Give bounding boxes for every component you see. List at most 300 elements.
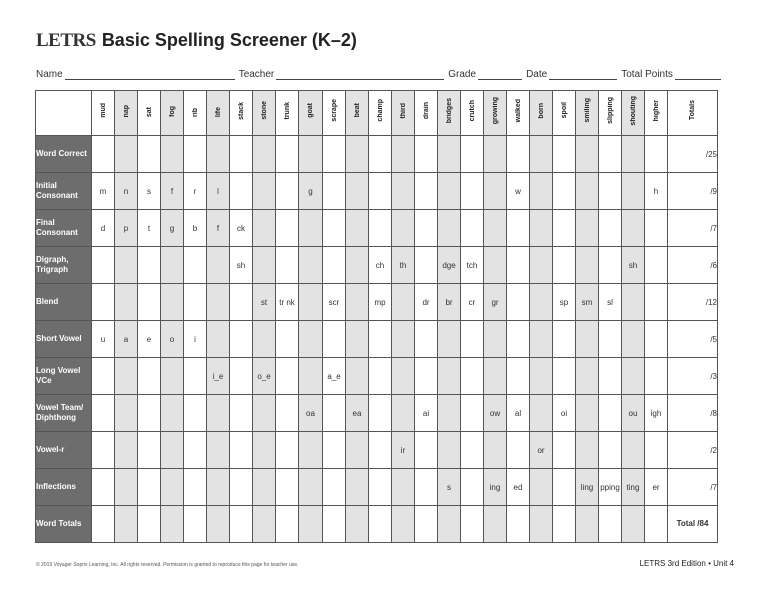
score-cell[interactable]	[507, 284, 530, 321]
score-cell[interactable]	[530, 358, 553, 395]
score-cell[interactable]	[323, 506, 346, 543]
score-cell[interactable]	[207, 247, 230, 284]
score-cell[interactable]	[576, 358, 599, 395]
score-cell[interactable]: ch	[369, 247, 392, 284]
score-cell[interactable]: al	[507, 395, 530, 432]
score-cell[interactable]	[530, 395, 553, 432]
score-cell[interactable]	[622, 321, 645, 358]
score-cell[interactable]	[369, 506, 392, 543]
score-cell[interactable]	[207, 506, 230, 543]
score-cell[interactable]	[369, 321, 392, 358]
word-header-beat	[346, 91, 369, 136]
score-cell[interactable]: ing	[484, 469, 507, 506]
score-cell[interactable]	[553, 173, 576, 210]
score-cell[interactable]: sp	[553, 284, 576, 321]
score-cell[interactable]	[530, 136, 553, 173]
score-cell[interactable]	[207, 395, 230, 432]
score-cell[interactable]: tr nk	[276, 284, 299, 321]
score-cell[interactable]: e	[138, 321, 161, 358]
score-cell[interactable]	[599, 136, 622, 173]
score-cell[interactable]: ed	[507, 469, 530, 506]
score-cell[interactable]	[346, 210, 369, 247]
score-cell[interactable]	[276, 358, 299, 395]
score-cell[interactable]: p	[115, 210, 138, 247]
row-label: Long Vowel VCe	[36, 358, 92, 395]
score-cell[interactable]	[461, 506, 484, 543]
score-cell[interactable]	[392, 210, 415, 247]
score-cell[interactable]: f	[161, 173, 184, 210]
score-cell[interactable]	[622, 432, 645, 469]
score-cell[interactable]	[230, 321, 253, 358]
score-cell[interactable]	[438, 321, 461, 358]
score-cell[interactable]	[253, 136, 276, 173]
score-cell[interactable]: b	[184, 210, 207, 247]
score-cell[interactable]	[553, 247, 576, 284]
score-cell[interactable]: sl	[599, 284, 622, 321]
score-cell[interactable]: ai	[415, 395, 438, 432]
score-cell[interactable]	[507, 247, 530, 284]
score-cell[interactable]	[507, 210, 530, 247]
score-cell[interactable]	[438, 358, 461, 395]
score-cell[interactable]	[484, 506, 507, 543]
row-label: Blend	[36, 284, 92, 321]
score-cell[interactable]	[184, 395, 207, 432]
score-cell[interactable]	[599, 321, 622, 358]
score-cell[interactable]	[138, 136, 161, 173]
score-cell[interactable]	[184, 432, 207, 469]
score-cell[interactable]	[622, 358, 645, 395]
score-cell[interactable]	[161, 284, 184, 321]
score-cell[interactable]	[484, 247, 507, 284]
score-cell[interactable]	[415, 210, 438, 247]
score-cell[interactable]	[461, 432, 484, 469]
score-cell[interactable]: o	[161, 321, 184, 358]
date-field[interactable]	[549, 69, 617, 80]
score-cell[interactable]	[253, 395, 276, 432]
score-cell[interactable]	[530, 210, 553, 247]
score-cell[interactable]	[276, 210, 299, 247]
score-cell[interactable]: d	[92, 210, 115, 247]
score-cell[interactable]: l	[207, 173, 230, 210]
score-cell[interactable]	[507, 136, 530, 173]
score-cell[interactable]	[115, 432, 138, 469]
score-cell[interactable]	[276, 395, 299, 432]
score-cell[interactable]	[230, 506, 253, 543]
score-cell[interactable]	[507, 321, 530, 358]
score-cell[interactable]	[115, 469, 138, 506]
score-cell[interactable]	[115, 247, 138, 284]
score-cell[interactable]	[230, 284, 253, 321]
teacher-field[interactable]	[276, 69, 444, 80]
score-cell[interactable]	[530, 506, 553, 543]
score-cell[interactable]	[645, 210, 668, 247]
score-cell[interactable]	[507, 358, 530, 395]
score-cell[interactable]: u	[92, 321, 115, 358]
score-cell[interactable]: ea	[346, 395, 369, 432]
score-cell[interactable]	[184, 358, 207, 395]
score-cell[interactable]	[276, 247, 299, 284]
word-header-row	[36, 91, 718, 136]
score-cell[interactable]	[184, 136, 207, 173]
score-cell[interactable]	[138, 358, 161, 395]
score-cell[interactable]: a_e	[323, 358, 346, 395]
score-cell[interactable]	[530, 173, 553, 210]
row-label: Vowel Team/ Diphthong	[36, 395, 92, 432]
score-cell[interactable]	[622, 136, 645, 173]
table-row	[36, 136, 718, 173]
score-cell[interactable]	[369, 210, 392, 247]
score-cell[interactable]	[599, 210, 622, 247]
score-cell[interactable]: ck	[230, 210, 253, 247]
score-cell[interactable]: tch	[461, 247, 484, 284]
word-header-goat	[299, 91, 323, 136]
score-cell[interactable]: f	[207, 210, 230, 247]
score-cell[interactable]	[253, 506, 276, 543]
score-cell[interactable]	[207, 136, 230, 173]
score-cell[interactable]	[461, 136, 484, 173]
score-cell[interactable]	[599, 506, 622, 543]
score-cell[interactable]	[346, 321, 369, 358]
score-cell[interactable]: t	[138, 210, 161, 247]
score-cell[interactable]: ow	[484, 395, 507, 432]
score-cell[interactable]: dge	[438, 247, 461, 284]
score-cell[interactable]	[461, 173, 484, 210]
score-cell[interactable]	[346, 136, 369, 173]
score-cell[interactable]	[207, 469, 230, 506]
score-cell[interactable]	[323, 321, 346, 358]
score-cell[interactable]	[392, 173, 415, 210]
score-cell[interactable]: s	[138, 173, 161, 210]
score-cell[interactable]: er	[645, 469, 668, 506]
score-cell[interactable]	[645, 358, 668, 395]
score-cell[interactable]	[92, 506, 115, 543]
score-cell[interactable]	[323, 173, 346, 210]
score-cell[interactable]	[346, 173, 369, 210]
score-cell[interactable]	[299, 284, 323, 321]
score-cell[interactable]	[253, 469, 276, 506]
score-cell[interactable]: o_e	[253, 358, 276, 395]
score-cell[interactable]	[230, 358, 253, 395]
score-cell[interactable]	[138, 432, 161, 469]
score-cell[interactable]	[553, 469, 576, 506]
score-cell[interactable]	[230, 395, 253, 432]
score-cell[interactable]	[645, 321, 668, 358]
score-cell[interactable]	[161, 247, 184, 284]
score-cell[interactable]	[92, 469, 115, 506]
score-cell[interactable]	[392, 321, 415, 358]
score-cell[interactable]: g	[161, 210, 184, 247]
score-cell[interactable]	[530, 284, 553, 321]
score-cell[interactable]	[369, 469, 392, 506]
word-label: scrape	[330, 99, 338, 122]
row-label: Digraph, Trigraph	[36, 247, 92, 284]
score-cell[interactable]	[299, 136, 323, 173]
score-cell[interactable]	[415, 506, 438, 543]
score-cell[interactable]: i_e	[207, 358, 230, 395]
score-cell[interactable]: mp	[369, 284, 392, 321]
score-cell[interactable]	[115, 358, 138, 395]
score-cell[interactable]: i	[184, 321, 207, 358]
score-cell[interactable]	[392, 136, 415, 173]
row-label: Vowel-r	[36, 432, 92, 469]
score-cell[interactable]: sh	[230, 247, 253, 284]
score-cell[interactable]	[230, 432, 253, 469]
name-field[interactable]	[65, 69, 235, 80]
score-cell[interactable]	[599, 173, 622, 210]
score-cell[interactable]: ting	[622, 469, 645, 506]
score-cell[interactable]	[115, 136, 138, 173]
score-cell[interactable]	[484, 210, 507, 247]
score-cell[interactable]	[138, 284, 161, 321]
score-cell[interactable]	[576, 506, 599, 543]
score-cell[interactable]	[138, 506, 161, 543]
score-cell[interactable]	[392, 358, 415, 395]
score-cell[interactable]: g	[299, 173, 323, 210]
score-cell[interactable]	[576, 321, 599, 358]
score-cell[interactable]	[599, 358, 622, 395]
score-cell[interactable]	[553, 210, 576, 247]
score-cell[interactable]	[184, 506, 207, 543]
score-cell[interactable]	[161, 136, 184, 173]
score-cell[interactable]: oa	[299, 395, 323, 432]
score-cell[interactable]	[92, 284, 115, 321]
word-label: champ	[376, 99, 384, 122]
score-cell[interactable]	[138, 247, 161, 284]
score-cell[interactable]	[115, 506, 138, 543]
score-cell[interactable]	[553, 506, 576, 543]
score-cell[interactable]	[276, 321, 299, 358]
score-cell[interactable]	[645, 506, 668, 543]
score-cell[interactable]	[230, 136, 253, 173]
score-cell[interactable]	[161, 506, 184, 543]
score-cell[interactable]	[92, 136, 115, 173]
score-cell[interactable]	[553, 136, 576, 173]
score-cell[interactable]	[161, 358, 184, 395]
score-cell[interactable]	[461, 321, 484, 358]
word-header-bridges	[438, 91, 461, 136]
score-cell[interactable]	[276, 136, 299, 173]
score-cell[interactable]	[438, 506, 461, 543]
score-cell[interactable]	[323, 210, 346, 247]
score-cell[interactable]	[346, 247, 369, 284]
score-cell[interactable]	[622, 173, 645, 210]
score-cell[interactable]	[323, 469, 346, 506]
score-cell[interactable]	[92, 358, 115, 395]
score-cell[interactable]	[392, 395, 415, 432]
score-cell[interactable]	[530, 469, 553, 506]
score-cell[interactable]	[576, 136, 599, 173]
score-cell[interactable]	[576, 173, 599, 210]
score-cell[interactable]	[553, 321, 576, 358]
score-cell[interactable]	[392, 506, 415, 543]
score-cell[interactable]: ir	[392, 432, 415, 469]
score-cell[interactable]	[207, 321, 230, 358]
score-cell[interactable]	[530, 321, 553, 358]
score-cell[interactable]	[415, 321, 438, 358]
score-cell[interactable]: gr	[484, 284, 507, 321]
score-cell[interactable]	[507, 432, 530, 469]
score-cell[interactable]	[484, 358, 507, 395]
score-cell[interactable]: pping	[599, 469, 622, 506]
score-cell[interactable]	[576, 210, 599, 247]
score-cell[interactable]: s	[438, 469, 461, 506]
score-cell[interactable]: sm	[576, 284, 599, 321]
score-cell[interactable]	[553, 358, 576, 395]
score-cell[interactable]	[276, 469, 299, 506]
score-cell[interactable]	[484, 136, 507, 173]
score-cell[interactable]	[415, 358, 438, 395]
score-cell[interactable]	[276, 432, 299, 469]
score-cell[interactable]	[230, 173, 253, 210]
score-cell[interactable]	[369, 136, 392, 173]
score-cell[interactable]	[115, 395, 138, 432]
grade-field[interactable]	[478, 69, 522, 80]
score-cell[interactable]	[369, 432, 392, 469]
score-cell[interactable]: r	[184, 173, 207, 210]
score-cell[interactable]	[415, 173, 438, 210]
score-cell[interactable]	[184, 469, 207, 506]
score-cell[interactable]	[438, 173, 461, 210]
score-cell[interactable]	[622, 284, 645, 321]
score-cell[interactable]	[299, 432, 323, 469]
score-cell[interactable]	[253, 210, 276, 247]
score-cell[interactable]: cr	[461, 284, 484, 321]
score-cell[interactable]	[253, 247, 276, 284]
score-cell[interactable]	[645, 284, 668, 321]
score-cell[interactable]	[415, 136, 438, 173]
score-cell[interactable]	[253, 432, 276, 469]
score-cell[interactable]	[576, 432, 599, 469]
score-cell[interactable]	[346, 358, 369, 395]
score-cell[interactable]	[599, 247, 622, 284]
score-cell[interactable]	[415, 432, 438, 469]
score-cell[interactable]	[645, 432, 668, 469]
score-cell[interactable]: st	[253, 284, 276, 321]
score-cell[interactable]: dr	[415, 284, 438, 321]
score-cell[interactable]	[645, 247, 668, 284]
score-cell[interactable]	[346, 432, 369, 469]
score-cell[interactable]	[346, 284, 369, 321]
score-cell[interactable]	[323, 395, 346, 432]
score-cell[interactable]	[507, 506, 530, 543]
score-cell[interactable]	[415, 469, 438, 506]
score-cell[interactable]	[553, 432, 576, 469]
score-cell[interactable]	[438, 210, 461, 247]
word-label: growing	[491, 96, 499, 125]
word-label: drain	[422, 101, 430, 120]
score-cell[interactable]: h	[645, 173, 668, 210]
score-cell[interactable]	[392, 284, 415, 321]
score-cell[interactable]: scr	[323, 284, 346, 321]
score-cell[interactable]	[299, 469, 323, 506]
score-cell[interactable]	[484, 173, 507, 210]
score-cell[interactable]	[207, 432, 230, 469]
score-cell[interactable]	[599, 432, 622, 469]
score-cell[interactable]	[530, 247, 553, 284]
score-cell[interactable]	[415, 247, 438, 284]
score-cell[interactable]	[115, 284, 138, 321]
score-cell[interactable]: oi	[553, 395, 576, 432]
score-cell[interactable]: or	[530, 432, 553, 469]
score-cell[interactable]	[253, 173, 276, 210]
score-cell[interactable]	[230, 469, 253, 506]
score-cell[interactable]: a	[115, 321, 138, 358]
score-cell[interactable]	[323, 136, 346, 173]
score-cell[interactable]	[184, 284, 207, 321]
score-cell[interactable]: igh	[645, 395, 668, 432]
score-cell[interactable]	[484, 321, 507, 358]
score-cell[interactable]	[253, 321, 276, 358]
score-cell[interactable]: th	[392, 247, 415, 284]
score-cell[interactable]	[369, 358, 392, 395]
score-cell[interactable]	[576, 395, 599, 432]
score-cell[interactable]	[438, 136, 461, 173]
word-header-rib	[184, 91, 207, 136]
score-cell[interactable]	[599, 395, 622, 432]
score-cell[interactable]	[161, 432, 184, 469]
score-cell[interactable]	[323, 247, 346, 284]
score-cell[interactable]	[299, 247, 323, 284]
score-cell[interactable]	[299, 358, 323, 395]
score-cell[interactable]	[461, 210, 484, 247]
score-cell[interactable]	[92, 247, 115, 284]
word-header-champ	[369, 91, 392, 136]
score-cell[interactable]	[138, 469, 161, 506]
score-cell[interactable]	[461, 358, 484, 395]
score-cell[interactable]	[161, 469, 184, 506]
score-cell[interactable]	[299, 321, 323, 358]
row-total: /9	[668, 173, 718, 210]
score-cell[interactable]	[346, 469, 369, 506]
score-cell[interactable]	[207, 284, 230, 321]
student-info-fields	[36, 66, 734, 80]
total-points-field[interactable]	[675, 69, 721, 80]
score-cell[interactable]: m	[92, 173, 115, 210]
score-cell[interactable]: ling	[576, 469, 599, 506]
score-cell[interactable]	[299, 506, 323, 543]
score-cell[interactable]	[576, 247, 599, 284]
score-cell[interactable]	[369, 395, 392, 432]
score-cell[interactable]	[299, 210, 323, 247]
score-cell[interactable]: sh	[622, 247, 645, 284]
score-cell[interactable]	[645, 136, 668, 173]
score-cell[interactable]	[92, 395, 115, 432]
row-total: /8	[668, 395, 718, 432]
score-cell[interactable]	[276, 506, 299, 543]
score-cell[interactable]	[622, 210, 645, 247]
score-cell[interactable]	[622, 506, 645, 543]
score-cell[interactable]	[369, 173, 392, 210]
score-cell[interactable]: ou	[622, 395, 645, 432]
score-cell[interactable]	[484, 432, 507, 469]
score-cell[interactable]	[138, 395, 161, 432]
name-label: Name	[36, 69, 63, 80]
score-cell[interactable]	[161, 395, 184, 432]
score-cell[interactable]	[276, 173, 299, 210]
score-cell[interactable]	[392, 469, 415, 506]
score-cell[interactable]	[461, 395, 484, 432]
score-cell[interactable]	[461, 469, 484, 506]
score-cell[interactable]: w	[507, 173, 530, 210]
score-cell[interactable]	[92, 432, 115, 469]
score-cell[interactable]	[323, 432, 346, 469]
score-cell[interactable]: br	[438, 284, 461, 321]
score-cell[interactable]	[346, 506, 369, 543]
score-cell[interactable]	[438, 395, 461, 432]
score-cell[interactable]	[184, 247, 207, 284]
score-cell[interactable]	[438, 432, 461, 469]
score-cell[interactable]: n	[115, 173, 138, 210]
